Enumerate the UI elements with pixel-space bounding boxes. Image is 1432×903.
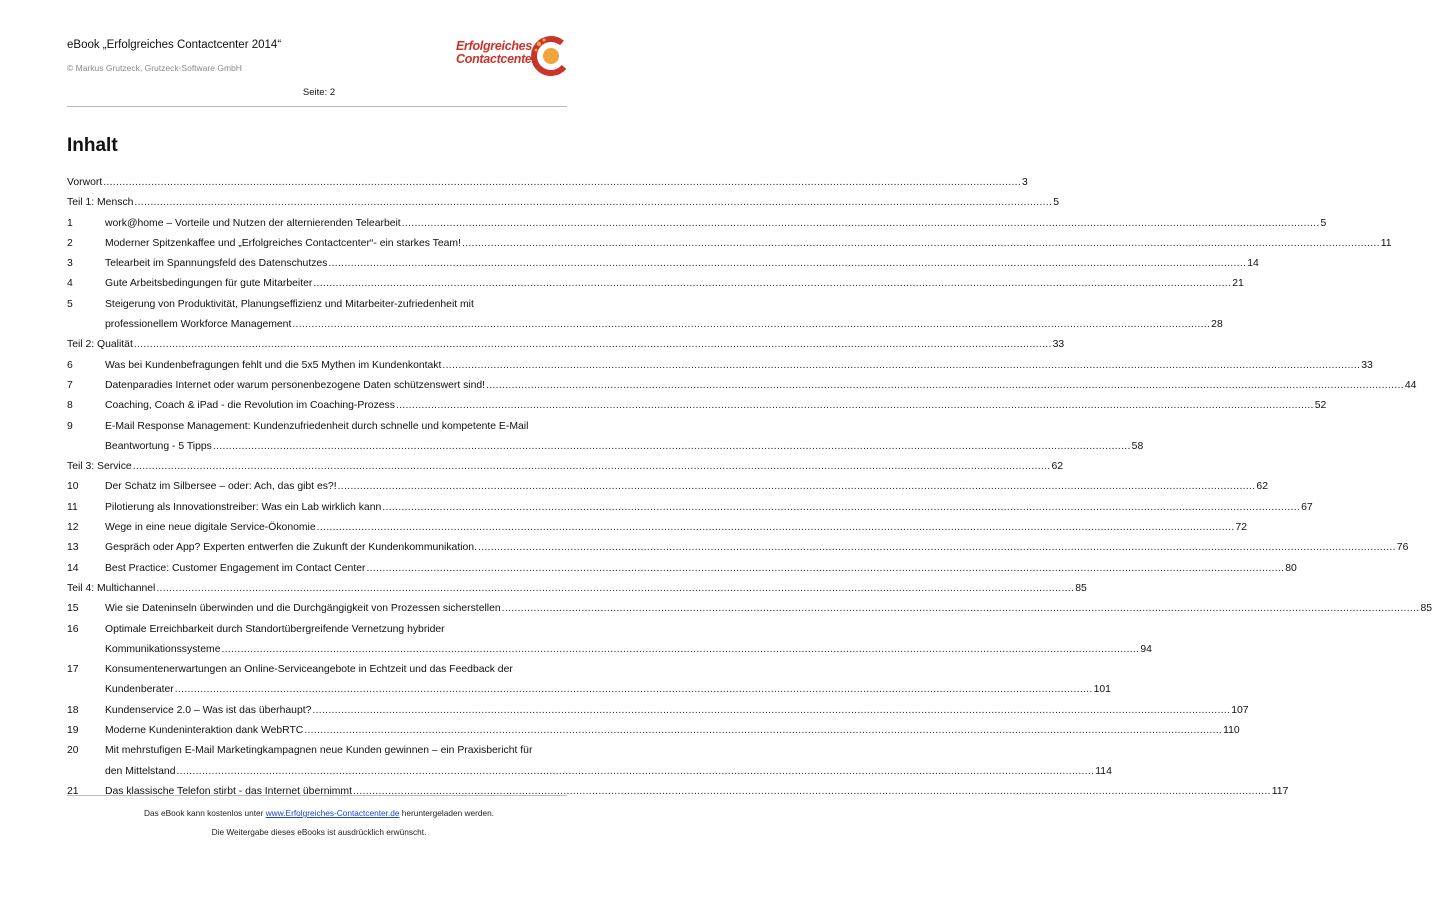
footer-divider: [67, 795, 567, 796]
toc-entry[interactable]: [67, 538, 1409, 558]
toc-entry-page: 33: [1052, 339, 1065, 351]
header-title: eBook „Erfolgreiches Contactcenter 2014“: [67, 39, 282, 51]
page-number: Seite: 2: [302, 87, 336, 98]
toc-entry-title: Der Schatz im Silbersee – oder: Ach, das gibt es?!: [105, 481, 337, 493]
toc-entry-page: 107: [1231, 704, 1249, 716]
toc-entry-number: 5: [67, 298, 73, 310]
toc-entry[interactable]: [67, 498, 1313, 518]
toc-entry[interactable]: [67, 518, 1248, 538]
toc-leader-dots: [222, 640, 1140, 660]
toc-entry-title: Teil 2: Qualität: [67, 339, 133, 351]
toc-part-entry[interactable]: [67, 173, 1028, 193]
toc-entry-number: 10: [67, 481, 79, 493]
toc-entry-page: 117: [1271, 785, 1289, 797]
toc-entry-title-cont: Kommunikationssysteme: [105, 643, 221, 655]
toc-entry[interactable]: [67, 376, 1417, 396]
header-copyright: © Markus Grutzeck, Grutzeck-Software GmbH: [67, 63, 242, 73]
toc-entry-title: Coaching, Coach & iPad - die Revolution im Coaching-Prozess: [105, 400, 395, 412]
footer-text-before: Das eBook kann kostenlos unter: [143, 808, 266, 818]
toc-entry-title: Teil 1: Mensch: [67, 197, 134, 209]
toc-leader-dots: [366, 559, 1284, 579]
toc-entry[interactable]: [67, 356, 1373, 376]
toc-leader-dots: [317, 518, 1235, 538]
toc-entry-continuation[interactable]: [67, 680, 1111, 700]
toc-entry-number: 21: [67, 785, 79, 797]
toc-entry-number: 19: [67, 725, 79, 737]
toc-entry[interactable]: [67, 417, 561, 437]
toc-entry-continuation[interactable]: [67, 315, 1223, 335]
toc-leader-dots: [292, 315, 1210, 335]
toc-leader-dots: [353, 782, 1271, 802]
toc-entry-page: 62: [1256, 481, 1268, 493]
toc-entry-title-cont: Kundenberater: [105, 684, 174, 696]
toc-entry-title: Konsumentenerwartungen an Online-Serviceangebote in Echtzeit und das Feedback der: [105, 664, 513, 676]
toc-leader-dots: [486, 376, 1404, 396]
toc-entry-page: 101: [1093, 684, 1111, 696]
toc-entry-title-cont: den Mittelstand: [105, 765, 176, 777]
toc-entry[interactable]: [67, 660, 561, 680]
toc-entry-page: 62: [1051, 461, 1064, 473]
table-of-contents: [67, 173, 1432, 802]
toc-part-entry[interactable]: [67, 193, 1060, 213]
toc-entry[interactable]: [67, 620, 561, 640]
toc-leader-dots: [134, 193, 1052, 213]
toc-entry-continuation[interactable]: [67, 640, 1152, 660]
toc-leader-dots: [462, 234, 1380, 254]
toc-entry-page: 11: [1380, 237, 1392, 249]
toc-entry-number: 9: [67, 420, 73, 432]
toc-entry-title: Gute Arbeitsbedingungen für gute Mitarbeiter: [105, 278, 313, 290]
footer-line-2: Die Weitergabe dieses eBooks ist ausdrücklich erwünscht.: [211, 827, 427, 837]
toc-entry-number: 20: [67, 745, 79, 757]
toc-entry-page: 114: [1095, 765, 1112, 777]
toc-entry-page: 80: [1285, 562, 1297, 574]
toc-entry-number: 4: [67, 278, 73, 290]
toc-entry-title: Gespräch oder App? Experten entwerfen die Zukunft der Kundenkommunikation.: [105, 542, 477, 554]
toc-entry-number: 6: [67, 359, 73, 371]
logo-wordmark: [456, 39, 537, 66]
toc-entry[interactable]: [67, 396, 1327, 416]
toc-entry[interactable]: [67, 782, 1289, 802]
toc-entry-title: work@home – Vorteile und Nutzen der alternierenden Telearbeit: [105, 217, 401, 229]
toc-leader-dots: [313, 274, 1231, 294]
toc-entry-number: 7: [67, 379, 73, 391]
toc-leader-dots: [312, 701, 1230, 721]
logo-line-2: Contactcenter: [456, 52, 537, 66]
toc-entry-title: Moderner Spitzenkaffee und „Erfolgreiches Contactcenter“- ein starkes Team!: [105, 237, 461, 249]
footer-line-1: [0, 808, 638, 818]
toc-entry-number: 1: [67, 217, 73, 229]
toc-entry-page: 44: [1404, 379, 1417, 391]
toc-leader-dots: [502, 599, 1420, 619]
brand-logo: [456, 36, 570, 78]
toc-entry-title: Moderne Kundeninteraktion dank WebRTC: [105, 725, 304, 737]
toc-entry-page: 58: [1131, 440, 1144, 452]
toc-entry-title: Das klassische Telefon stirbt - das Internet übernimmt: [105, 785, 352, 797]
toc-entry[interactable]: [67, 721, 1240, 741]
toc-entry-title-cont: professionellem Workforce Management: [105, 319, 292, 331]
toc-part-entry[interactable]: [67, 335, 1065, 355]
toc-entry-page: 14: [1247, 258, 1259, 270]
toc-leader-dots: [338, 477, 1256, 497]
toc-leader-dots: [133, 457, 1051, 477]
toc-entry-title: Kundenservice 2.0 – Was ist das überhaupt?: [105, 704, 312, 716]
toc-entry[interactable]: [67, 254, 1259, 274]
toc-entry[interactable]: [67, 234, 1392, 254]
toc-leader-dots: [213, 437, 1131, 457]
toc-entry-page: 110: [1223, 725, 1240, 737]
toc-entry[interactable]: [67, 559, 1297, 579]
toc-entry-page: 67: [1301, 501, 1313, 513]
toc-entry-page: 94: [1140, 643, 1152, 655]
toc-entry[interactable]: [67, 599, 1432, 619]
toc-leader-dots: [328, 254, 1246, 274]
toc-part-entry[interactable]: [67, 457, 1064, 477]
toc-entry-title: Mit mehrstufigen E-Mail Marketingkampagnen neue Kunden gewinnen – ein Praxisbericht für: [105, 745, 533, 757]
toc-entry-page: 85: [1420, 603, 1432, 615]
toc-leader-dots: [396, 396, 1314, 416]
toc-leader-dots: [402, 214, 1320, 234]
toc-entry-number: 11: [67, 501, 78, 513]
toc-entry-title: Vorwort: [67, 177, 103, 188]
logo-line-1: Erfolgreiches: [456, 39, 532, 53]
toc-entry-number: 2: [67, 237, 73, 249]
toc-entry-page: 3: [1022, 177, 1028, 188]
toc-entry-title: Datenparadies Internet oder warum personenbezogene Daten schützenswert sind!: [105, 379, 486, 391]
toc-entry-title: Best Practice: Customer Engagement im Contact Center: [105, 562, 366, 574]
toc-entry-title: Wie sie Dateninseln überwinden und die Durchgängigkeit von Prozessen sicherstellen: [105, 603, 501, 615]
toc-entry-title: Teil 3: Service: [67, 461, 132, 473]
toc-part-entry[interactable]: [67, 579, 1087, 599]
toc-entry-number: 12: [67, 522, 79, 534]
toc-entry[interactable]: [67, 274, 1244, 294]
toc-entry-title-cont: Beantwortung - 5 Tipps: [105, 440, 212, 452]
toc-entry-page: 52: [1314, 400, 1327, 412]
toc-leader-dots: [442, 356, 1360, 376]
toc-entry-page: 85: [1075, 582, 1087, 594]
toc-entry-page: 72: [1235, 522, 1248, 534]
toc-leader-dots: [175, 680, 1093, 700]
toc-entry-page: 5: [1053, 197, 1060, 209]
toc-entry-number: 8: [67, 400, 73, 412]
toc-leader-dots: [304, 721, 1222, 741]
toc-entry-number: 13: [67, 542, 79, 554]
toc-heading: Inhalt: [67, 135, 118, 156]
toc-entry-title: Wege in eine neue digitale Service-Ökonomie: [105, 522, 316, 534]
toc-leader-dots: [478, 538, 1396, 558]
toc-entry-title: Optimale Erreichbarkeit durch Standortübergreifende Vernetzung hybrider: [105, 623, 445, 635]
toc-entry-page: 5: [1320, 217, 1327, 229]
toc-entry-number: 14: [67, 562, 79, 574]
footer-download-link[interactable]: www.Erfolgreiches-Contactcenter.de: [265, 808, 400, 818]
toc-entry[interactable]: [67, 741, 561, 761]
toc-entry-page: 33: [1361, 359, 1373, 371]
toc-entry[interactable]: [67, 214, 1327, 234]
contactcenter-logo-icon: [531, 36, 571, 76]
toc-entry-title: Teil 4: Multichannel: [67, 582, 156, 594]
toc-entry[interactable]: [67, 701, 1249, 721]
toc-entry-continuation[interactable]: [67, 437, 1144, 457]
toc-entry-title: E-Mail Response Management: Kundenzufriedenheit durch schnelle und kompetente E-Mail: [105, 420, 529, 432]
toc-entry-page: 21: [1232, 278, 1244, 290]
toc-entry-title: Pilotierung als Innovationstreiber: Was ein Lab wirklich kann: [105, 501, 382, 513]
toc-entry-number: 18: [67, 704, 79, 716]
footer-text-after: heruntergeladen werden.: [399, 808, 495, 818]
toc-entry-number: 17: [67, 664, 79, 676]
toc-leader-dots: [382, 498, 1300, 518]
toc-entry[interactable]: [67, 477, 1268, 497]
toc-entry-title: Telearbeit im Spannungsfeld des Datenschutzes: [105, 258, 328, 270]
toc-leader-dots: [156, 579, 1074, 599]
toc-entry-number: 3: [67, 258, 73, 270]
toc-entry-number: 16: [67, 623, 79, 635]
toc-leader-dots: [134, 335, 1052, 355]
header-divider: [67, 106, 567, 107]
toc-entry-number: 15: [67, 603, 79, 615]
toc-leader-dots: [176, 762, 1094, 782]
toc-entry-page: 28: [1211, 319, 1223, 331]
toc-entry-title: Steigerung von Produktivität, Planungseffizienz und Mitarbeiter-zufriedenheit mit: [105, 298, 474, 310]
toc-entry[interactable]: [67, 295, 561, 315]
toc-entry-page: 76: [1396, 542, 1409, 554]
toc-leader-dots: [103, 173, 1021, 193]
toc-entry-title: Was bei Kundenbefragungen fehlt und die 5x5 Mythen im Kundenkontakt: [105, 359, 442, 371]
toc-entry-continuation[interactable]: [67, 762, 1112, 782]
